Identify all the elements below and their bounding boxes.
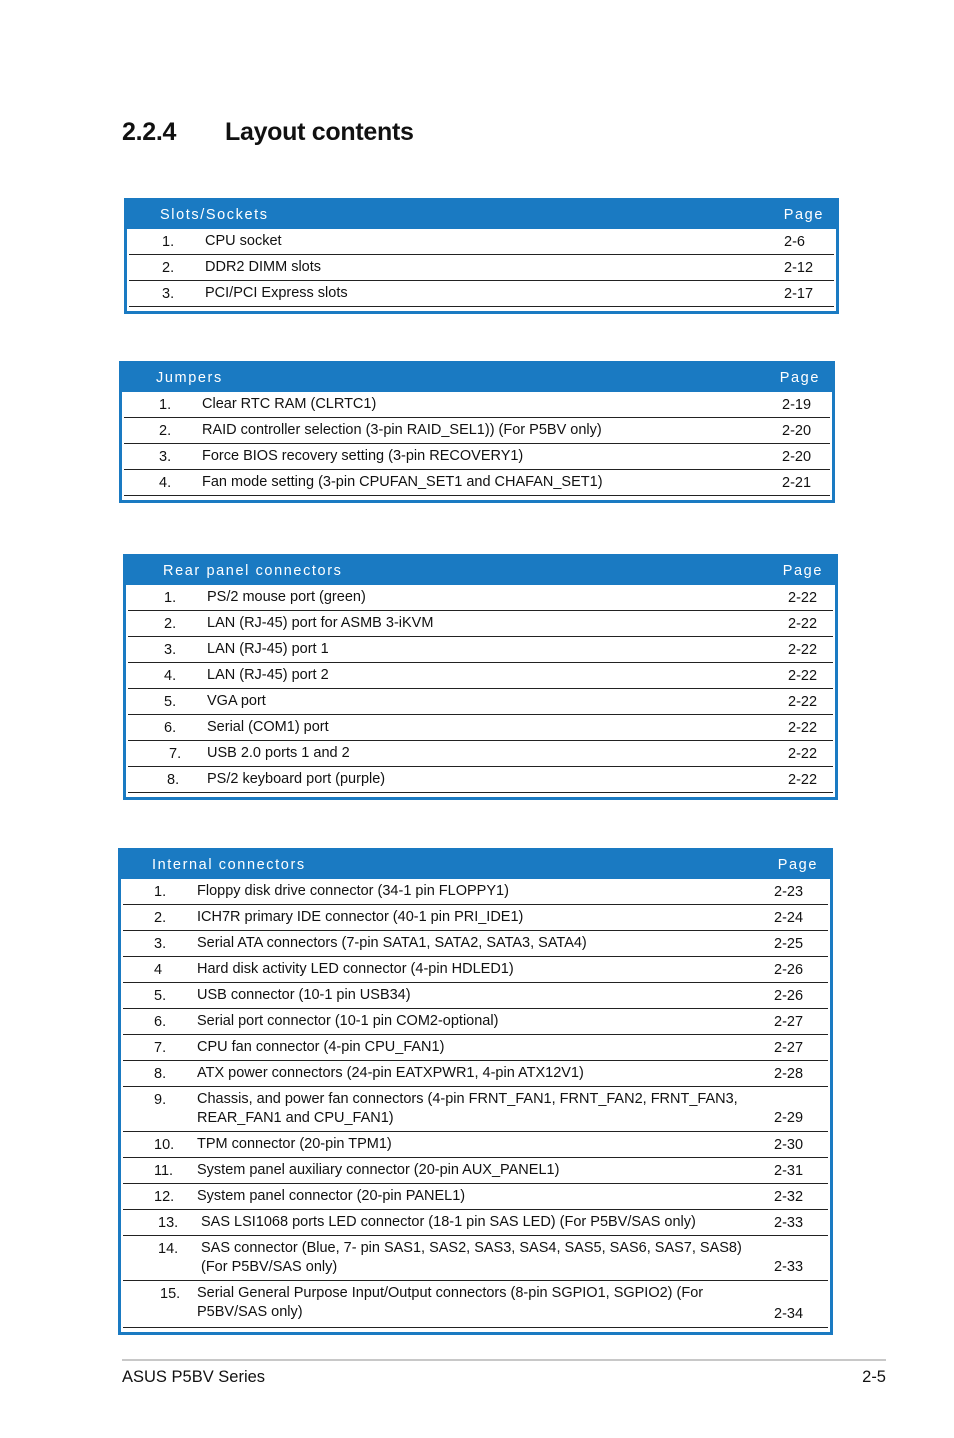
- table-row: [128, 611, 833, 637]
- row-page: 2-33: [774, 1259, 804, 1275]
- row-page: 2-34: [774, 1306, 804, 1322]
- table-bottom-padding: [122, 496, 832, 500]
- row-page: 2-27: [774, 1014, 804, 1030]
- row-page: 2-33: [774, 1215, 804, 1231]
- row-number: 2.: [159, 423, 172, 439]
- row-number: 1.: [164, 590, 177, 606]
- row-page: 2-29: [774, 1110, 804, 1126]
- table-row: [129, 281, 834, 307]
- row-page: 2-20: [782, 449, 812, 465]
- table-row: [123, 1061, 828, 1087]
- table-row: [123, 1087, 828, 1132]
- table-row: [123, 1132, 828, 1158]
- row-number: 2.: [164, 616, 177, 632]
- table-row: [123, 1158, 828, 1184]
- footer-title: ASUS P5BV Series: [122, 1368, 266, 1386]
- row-description: LAN (RJ-45) port 1: [207, 641, 329, 657]
- table-row: [123, 879, 828, 905]
- row-number: 2.: [162, 260, 175, 276]
- table-title: Slots/Sockets: [160, 207, 269, 223]
- row-page: 2-20: [782, 423, 812, 439]
- row-number: 3.: [154, 936, 167, 952]
- table-row: [128, 689, 833, 715]
- row-number: 8.: [167, 772, 180, 788]
- row-description: Serial ATA connectors (7-pin SATA1, SATA2, SATA3, SATA4): [197, 935, 587, 951]
- table-row: [123, 1035, 828, 1061]
- row-page: 2-22: [788, 694, 818, 710]
- row-number: 5.: [164, 694, 177, 710]
- table-title: Rear panel connectors: [163, 563, 343, 579]
- page-title: [122, 118, 414, 147]
- row-number: 4.: [159, 475, 172, 491]
- page-column-label: Page: [777, 857, 818, 873]
- table-header: [121, 851, 830, 879]
- row-number: 9.: [154, 1092, 167, 1108]
- row-number: 3.: [159, 449, 172, 465]
- row-number: 7.: [154, 1040, 167, 1056]
- page-column-label: Page: [783, 207, 824, 223]
- row-description: VGA port: [207, 693, 266, 709]
- row-number: 4: [154, 962, 163, 978]
- table-title: Jumpers: [156, 370, 223, 386]
- row-page: 2-25: [774, 936, 804, 952]
- row-page: 2-22: [788, 746, 818, 762]
- row-number: 10.: [154, 1137, 175, 1153]
- table-row: [128, 715, 833, 741]
- row-page: 2-31: [774, 1163, 804, 1179]
- row-page: 2-6: [784, 234, 805, 250]
- footer-divider: [122, 1359, 886, 1361]
- row-page: 2-19: [782, 397, 812, 413]
- row-page: 2-22: [788, 668, 818, 684]
- row-page: 2-28: [774, 1066, 804, 1082]
- row-description: SAS LSI1068 ports LED connector (18-1 pin SAS LED) (For P5BV/SAS only): [201, 1214, 696, 1230]
- page-number: 2-5: [862, 1368, 886, 1386]
- row-description: ATX power connectors (24-pin EATXPWR1, 4-pin ATX12V1): [197, 1065, 584, 1081]
- row-page: 2-22: [788, 642, 818, 658]
- row-description: System panel connector (20-pin PANEL1): [197, 1188, 466, 1204]
- row-description: CPU fan connector (4-pin CPU_FAN1): [197, 1039, 445, 1055]
- row-description: Serial port connector (10-1 pin COM2-optional): [197, 1013, 499, 1029]
- row-number: 1.: [162, 234, 175, 250]
- row-number: 13.: [158, 1215, 179, 1231]
- row-description: TPM connector (20-pin TPM1): [197, 1136, 392, 1152]
- row-number: 6.: [164, 720, 177, 736]
- table-header: [127, 201, 836, 229]
- row-description: PS/2 keyboard port (purple): [207, 771, 386, 787]
- slots-sockets-table: [124, 198, 839, 314]
- row-description: USB connector (10-1 pin USB34): [197, 987, 411, 1003]
- row-description: RAID controller selection (3-pin RAID_SEL1)) (For P5BV only): [202, 422, 602, 438]
- row-description: System panel auxiliary connector (20-pin AUX_PANEL1): [197, 1162, 560, 1178]
- table-row: [128, 637, 833, 663]
- row-page: 2-21: [782, 475, 812, 491]
- row-number: 15.: [160, 1286, 181, 1302]
- row-page: 2-22: [788, 772, 818, 788]
- table-bottom-padding: [121, 1328, 830, 1332]
- row-number: 1.: [159, 397, 172, 413]
- table-row: [123, 905, 828, 931]
- table-header: [126, 557, 835, 585]
- internal-connectors-table: [118, 848, 833, 1335]
- row-description: SAS connector (Blue, 7- pin SAS1, SAS2, SAS3, SAS4, SAS5, SAS6, SAS7, SAS8) (For P5BV/SAS only): [201, 1240, 742, 1275]
- row-number: 3.: [162, 286, 175, 302]
- row-page: 2-26: [774, 988, 804, 1004]
- table-row: [123, 1009, 828, 1035]
- rear-panel-connectors-table: [123, 554, 838, 800]
- page-column-label: Page: [779, 370, 820, 386]
- row-page: 2-24: [774, 910, 804, 926]
- row-number: 14.: [158, 1241, 179, 1257]
- section-number: 2.2.4: [122, 118, 177, 146]
- table-row: [123, 983, 828, 1009]
- row-description: LAN (RJ-45) port 2: [207, 667, 329, 683]
- table-row: [128, 585, 833, 611]
- row-number: 3.: [164, 642, 177, 658]
- row-number: 6.: [154, 1014, 167, 1030]
- table-bottom-padding: [126, 793, 835, 797]
- table-row: [123, 1236, 828, 1281]
- table-row: [124, 470, 830, 496]
- row-number: 12.: [154, 1189, 175, 1205]
- table-row: [123, 1184, 828, 1210]
- table-row: [123, 1210, 828, 1236]
- table-title: Internal connectors: [152, 857, 306, 873]
- row-page: 2-22: [788, 720, 818, 736]
- row-description: USB 2.0 ports 1 and 2: [207, 745, 350, 761]
- row-page: 2-32: [774, 1189, 804, 1205]
- row-number: 11.: [154, 1163, 174, 1179]
- table-header: [122, 364, 832, 392]
- row-page: 2-22: [788, 590, 818, 606]
- row-number: 8.: [154, 1066, 167, 1082]
- row-description: Chassis, and power fan connectors (4-pin FRNT_FAN1, FRNT_FAN2, FRNT_FAN3, REAR_FAN1 and CPU_FAN1): [197, 1091, 738, 1126]
- page-column-label: Page: [782, 563, 823, 579]
- row-description: Hard disk activity LED connector (4-pin HDLED1): [197, 961, 514, 977]
- row-description: Force BIOS recovery setting (3-pin RECOVERY1): [202, 448, 524, 464]
- row-description: Serial General Purpose Input/Output connectors (8-pin SGPIO1, SGPIO2) (For P5BV/SAS only): [197, 1285, 704, 1320]
- table-row: [124, 444, 830, 470]
- row-page: 2-22: [788, 616, 818, 632]
- table-row: [123, 1281, 828, 1328]
- row-page: 2-26: [774, 962, 804, 978]
- table-row: [124, 418, 830, 444]
- table-row: [128, 663, 833, 689]
- table-row: [129, 255, 834, 281]
- row-number: 1.: [154, 884, 167, 900]
- row-description: DDR2 DIMM slots: [205, 259, 322, 275]
- table-row: [123, 957, 828, 983]
- row-description: ICH7R primary IDE connector (40-1 pin PRI_IDE1): [197, 909, 524, 925]
- row-number: 5.: [154, 988, 167, 1004]
- row-description: LAN (RJ-45) port for ASMB 3-iKVM: [207, 615, 434, 631]
- row-number: 4.: [164, 668, 177, 684]
- row-description: Serial (COM1) port: [207, 719, 329, 735]
- row-description: Floppy disk drive connector (34-1 pin FLOPPY1): [197, 883, 509, 899]
- row-description: Clear RTC RAM (CLRTC1): [202, 396, 377, 412]
- row-page: 2-12: [784, 260, 814, 276]
- table-row: [129, 229, 834, 255]
- row-description: Fan mode setting (3-pin CPUFAN_SET1 and CHAFAN_SET1): [202, 474, 603, 490]
- table-bottom-padding: [127, 307, 836, 311]
- table-row: [128, 741, 833, 767]
- row-page: 2-30: [774, 1137, 804, 1153]
- row-page: 2-17: [784, 286, 814, 302]
- table-row: [123, 931, 828, 957]
- table-row: [124, 392, 830, 418]
- jumpers-table: [119, 361, 835, 503]
- row-number: 7.: [169, 746, 182, 762]
- row-description: CPU socket: [205, 233, 282, 249]
- table-row: [128, 767, 833, 793]
- row-number: 2.: [154, 910, 167, 926]
- section-title: Layout contents: [225, 118, 414, 146]
- row-description: PS/2 mouse port (green): [207, 589, 366, 605]
- row-page: 2-27: [774, 1040, 804, 1056]
- row-page: 2-23: [774, 884, 804, 900]
- row-description: PCI/PCI Express slots: [205, 285, 348, 301]
